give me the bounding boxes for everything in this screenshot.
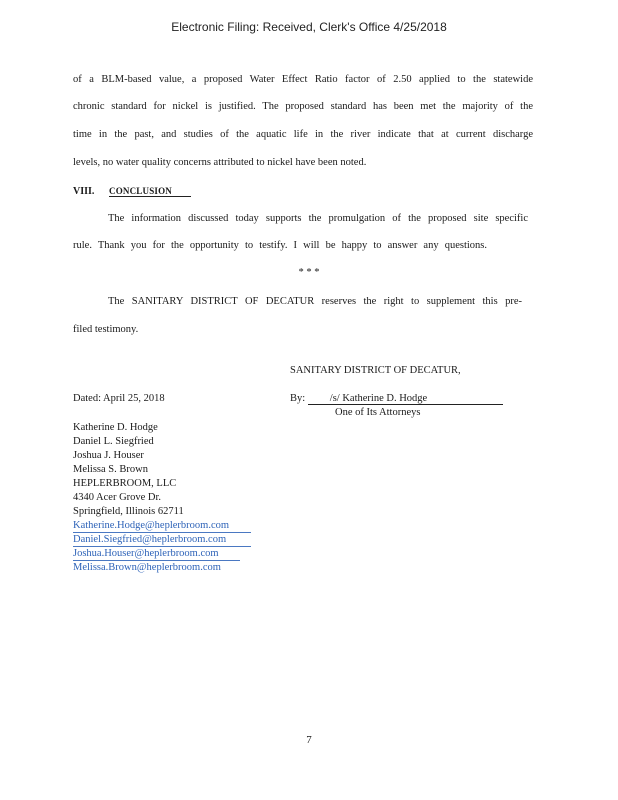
signature-party: SANITARY DISTRICT OF DECATUR, bbox=[290, 365, 461, 376]
attorney-contacts bbox=[73, 421, 251, 574]
section-heading bbox=[73, 186, 191, 197]
attorney-name: Katherine D. Hodge bbox=[73, 422, 158, 433]
body-line-4: levels, no water quality concerns attributed to nickel have been noted. bbox=[73, 157, 367, 168]
email-link[interactable]: Joshua.Houser@heplerbroom.com bbox=[73, 547, 240, 561]
firm-street: 4340 Acer Grove Dr. bbox=[73, 492, 162, 503]
body-line-1: of a BLM-based value, a proposed Water Effect Ratio factor of 2.50 applied to the statewide bbox=[73, 74, 533, 85]
by-label: By: bbox=[290, 393, 306, 404]
conclusion-line-2: rule. Thank you for the opportunity to testify. I will be happy to answer any questions. bbox=[73, 240, 487, 251]
section-title: CONCLUSION bbox=[109, 186, 191, 197]
firm-city: Springfield, Illinois 62711 bbox=[73, 506, 184, 517]
section-number: VIII. bbox=[73, 186, 95, 197]
filing-stamp: Electronic Filing: Received, Clerk's Office 4/25/2018 bbox=[171, 20, 447, 34]
attorney-name: Daniel L. Siegfried bbox=[73, 436, 154, 447]
reserve-line-2: filed testimony. bbox=[73, 324, 139, 335]
signature-by bbox=[290, 393, 503, 405]
dated-line: Dated: April 25, 2018 bbox=[73, 393, 165, 404]
separator-asterisks: * * * bbox=[298, 267, 320, 278]
reserve-line-1: The SANITARY DISTRICT OF DECATUR reserves the right to supplement this pre- bbox=[108, 296, 522, 307]
signature-line: /s/ Katherine D. Hodge bbox=[308, 393, 503, 405]
firm-name: HEPLERBROOM, LLC bbox=[73, 478, 177, 489]
email-link[interactable]: Melissa.Brown@heplerbroom.com bbox=[73, 562, 221, 573]
attorney-name: Melissa S. Brown bbox=[73, 464, 148, 475]
signature-role: One of Its Attorneys bbox=[335, 407, 421, 418]
page-number: 7 bbox=[306, 734, 312, 746]
email-link[interactable]: Daniel.Siegfried@heplerbroom.com bbox=[73, 533, 251, 547]
conclusion-line-1: The information discussed today supports the promulgation of the proposed site specific bbox=[108, 213, 528, 224]
email-link[interactable]: Katherine.Hodge@heplerbroom.com bbox=[73, 519, 251, 533]
attorney-name: Joshua J. Houser bbox=[73, 450, 144, 461]
body-line-3: time in the past, and studies of the aquatic life in the river indicate that at current discharge bbox=[73, 129, 533, 140]
body-line-2: chronic standard for nickel is justified. The proposed standard has been met the majority of the bbox=[73, 101, 533, 112]
